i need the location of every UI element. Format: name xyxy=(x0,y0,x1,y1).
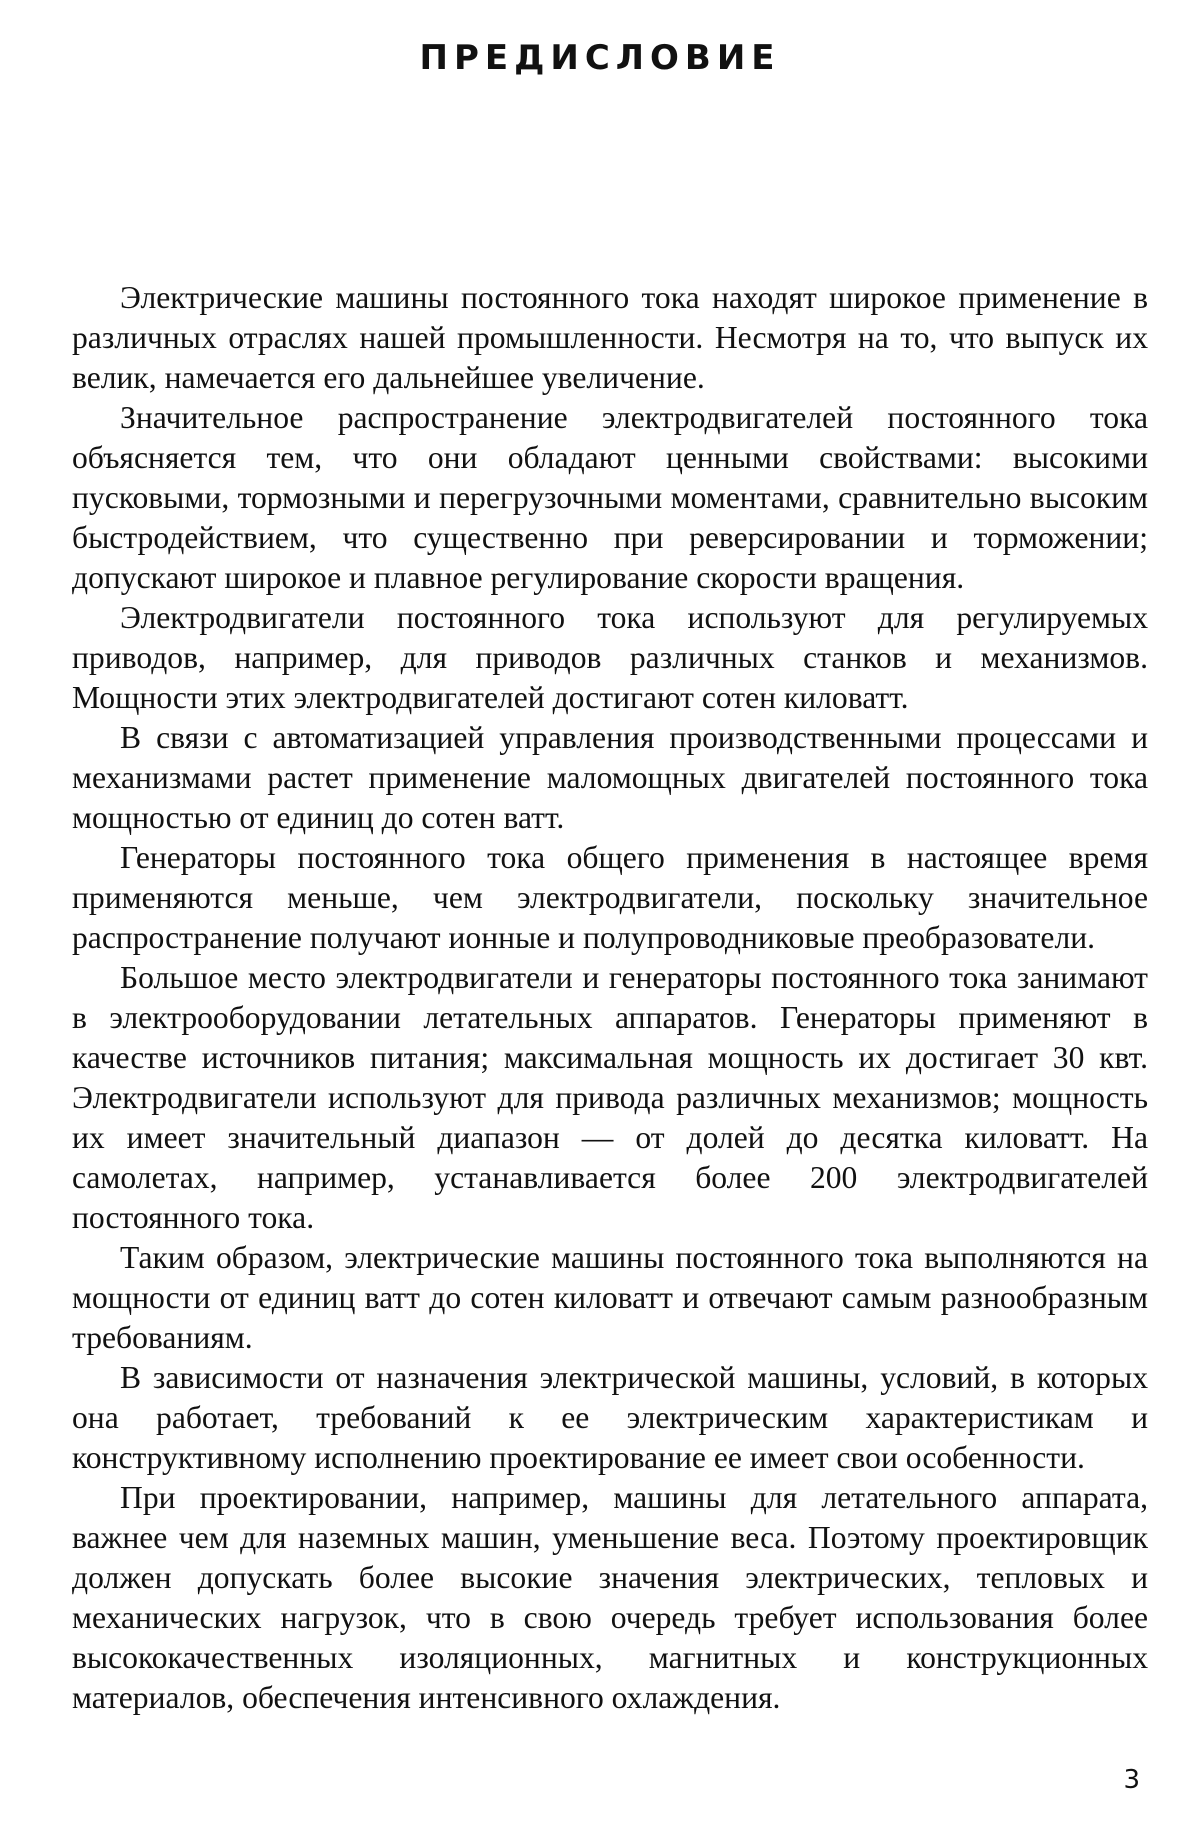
paragraph-8: В зависимости от назначения электрической машины, условий, в которых она работает, требований к ее электрическим характеристикам и конструктивному исполнению проектирование ее имеет свои особенности. xyxy=(72,1360,1148,1475)
page-title: ПРЕДИСЛОВИЕ xyxy=(419,38,781,78)
page-number: 3 xyxy=(1123,1765,1140,1795)
paragraph-6: Большое место электродвигатели и генераторы постоянного тока занимают в электрооборудовании летательных аппаратов. Генераторы применяют в качестве источников питания; максимальная мощность их достигает 30 квт. Электродвигатели используют для привода различных механизмов; мощность их имеет значительный диапазон — от долей до десятка киловатт. На самолетах, например, устанавливается более 200 электродвигателей постоянного тока. xyxy=(72,960,1148,1235)
paragraph-2: Значительное распространение электродвигателей постоянного тока объясняется тем, что они обладают ценными свойствами: высокими пусковыми, тормозными и перегрузочными моментами, сравнительно высоким быстродействием, что существенно при реверсировании и торможении; допускают широкое и плавное регулирование скорости вращения. xyxy=(72,400,1148,595)
paragraph-9: При проектировании, например, машины для летательного аппарата, важнее чем для наземных машин, уменьшение веса. Поэтому проектировщик должен допускать более высокие значения электрических, тепловых и механических нагрузок, что в свою очередь требует использования более высококачественных изоляционных, магнитных и конструкционных материалов, обеспечения интенсивного охлаждения. xyxy=(72,1480,1148,1715)
body-text xyxy=(72,278,1148,1718)
paragraph-5: Генераторы постоянного тока общего применения в настоящее время применяются меньше, чем электродвигатели, поскольку значительное распространение получают ионные и полупроводниковые преобразователи. xyxy=(72,840,1148,955)
paragraph-3: Электродвигатели постоянного тока используют для регулируемых приводов, например, для приводов различных станков и механизмов. Мощности этих электродвигателей достигают сотен киловатт. xyxy=(72,600,1148,715)
paragraph-7: Таким образом, электрические машины постоянного тока выполняются на мощности от единиц ватт до сотен киловатт и отвечают самым разнообразным требованиям. xyxy=(72,1240,1148,1355)
paragraph-1: Электрические машины постоянного тока находят широкое применение в различных отраслях нашей промышленности. Несмотря на то, что выпуск их велик, намечается его дальнейшее увеличение. xyxy=(72,280,1148,395)
paragraph-4: В связи с автоматизацией управления производственными процессами и механизмами растет применение маломощных двигателей постоянного тока мощностью от единиц до сотен ватт. xyxy=(72,720,1148,835)
